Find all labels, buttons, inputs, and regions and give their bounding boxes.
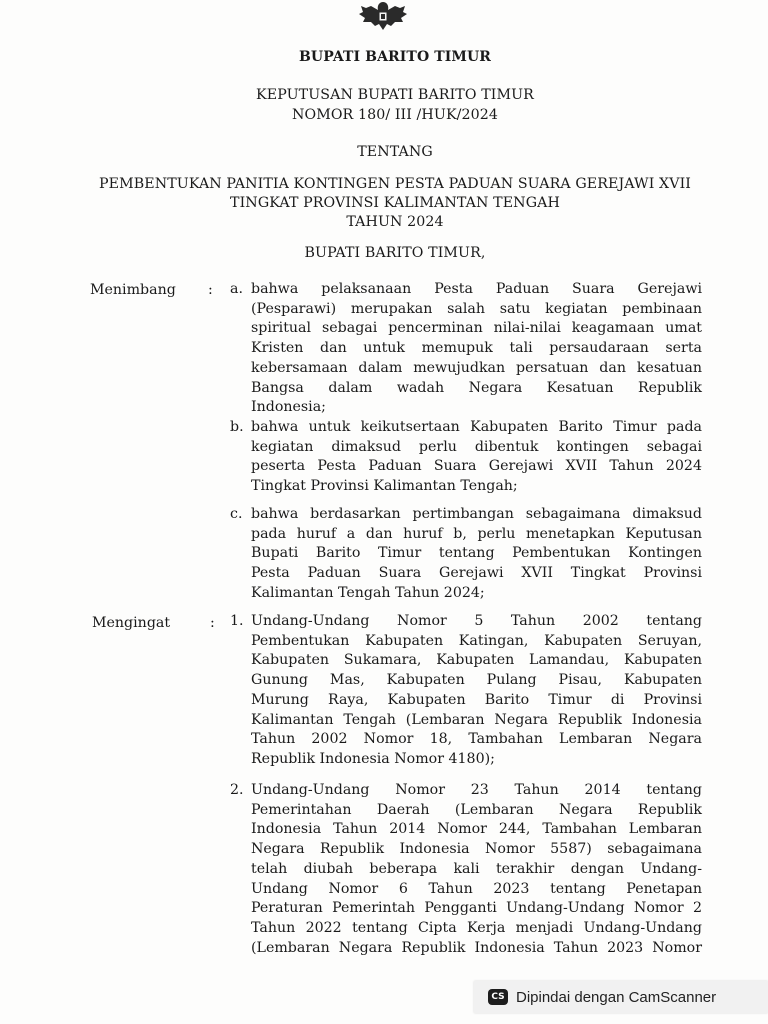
mengingat-paragraph-1 xyxy=(251,612,702,770)
mengingat-paragraph-2 xyxy=(251,781,702,958)
text-line: Undang-Undang Nomor 23 Tahun 2014 tentang xyxy=(251,782,702,798)
text-line: Pemerintahan Daerah (Lembaran Negara Republik xyxy=(251,801,702,818)
text-line: peserta Pesta Paduan Suara Gerejawi XVII Tahun 2024 xyxy=(251,458,702,475)
text-line: bahwa untuk keikutsertaan Kabupaten Barito Timur pada xyxy=(251,419,702,435)
text-line: Republik Indonesia Nomor 4180); xyxy=(251,750,495,767)
menimbang-item-a xyxy=(230,280,702,418)
decree-number: NOMOR 180/ III /HUK/2024 xyxy=(291,107,499,123)
subject-line-2: TINGKAT PROVINSI KALIMANTAN TENGAH xyxy=(230,195,560,211)
menimbang-paragraph-c xyxy=(251,505,702,604)
text-line: Undang-Undang Nomor 5 Tahun 2002 tentang xyxy=(251,613,702,629)
mengingat-item-1 xyxy=(230,612,702,770)
text-line: kebersamaan dalam mewujudkan persatuan dan kesatuan xyxy=(251,359,702,376)
garuda-emblem-icon xyxy=(357,0,409,30)
text-line: Murung Raya, Kabupaten Barito Timur di Provinsi xyxy=(251,691,702,708)
text-line: Tingkat Provinsi Kalimantan Tengah; xyxy=(251,478,518,495)
menimbang-paragraph-b xyxy=(251,418,702,497)
subject-line-1: PEMBENTUKAN PANITIA KONTINGEN PESTA PADUAN SUARA GEREJAWI XVII xyxy=(98,176,691,192)
issuer-line: BUPATI BARITO TIMUR, xyxy=(304,245,486,261)
camscanner-watermark xyxy=(474,981,768,1013)
decree-name: KEPUTUSAN BUPATI BARITO TIMUR xyxy=(256,87,534,103)
menimbang-item-c xyxy=(230,505,702,604)
text-line: (Lembaran Negara Republik Indonesia Tahun 2023 Nomor xyxy=(251,939,702,956)
text-line: Kristen dan untuk memupuk tali persaudaraan serta xyxy=(251,340,702,357)
text-line: kegiatan dimaksud perlu dibentuk kontingen sebagai xyxy=(251,438,702,455)
subject-line-3: TAHUN 2024 xyxy=(346,214,444,230)
text-line: Negara Republik Indonesia Nomor 5587) sebagaimana xyxy=(251,841,702,858)
text-line: pada huruf a dan huruf b, perlu menetapkan Keputusan xyxy=(251,525,702,542)
menimbang-item-b xyxy=(230,418,702,497)
text-line: Bupati Barito Timur tentang Pembentukan Kontingen xyxy=(251,545,702,562)
camscanner-logo-icon: CS xyxy=(488,989,508,1005)
menimbang-label: Menimbang xyxy=(90,282,176,298)
text-line: Gunung Mas, Kabupaten Pulang Pisau, Kabupaten xyxy=(251,672,702,689)
text-line: bahwa pelaksanaan Pesta Paduan Suara Gerejawi xyxy=(251,281,702,297)
mengingat-label: Mengingat xyxy=(92,615,171,631)
text-line: Undang Nomor 6 Tahun 2023 tentang Penetapan xyxy=(251,880,702,897)
list-marker: c. xyxy=(230,506,243,522)
list-marker: 2. xyxy=(230,782,244,798)
text-line: bahwa berdasarkan pertimbangan sebagaimana dimaksud xyxy=(251,506,702,522)
text-line: Pesta Paduan Suara Gerejawi XVII Tingkat Provinsi xyxy=(251,565,702,582)
text-line: Tahun 2002 Nomor 18, Tambahan Lembaran Negara xyxy=(251,731,702,748)
list-marker: b. xyxy=(230,419,244,435)
text-line: spiritual sebagai pencerminan nilai-nilai keagamaan umat xyxy=(251,320,702,337)
text-line: Tahun 2022 tentang Cipta Kerja menjadi Undang-Undang xyxy=(251,919,702,936)
text-line: Bangsa dalam wadah Negara Kesatuan Republik xyxy=(251,379,702,396)
menimbang-colon: : xyxy=(208,282,213,298)
document-issuer-heading: BUPATI BARITO TIMUR xyxy=(298,49,492,65)
text-line: Indonesia; xyxy=(251,399,326,416)
text-line: Peraturan Pemerintah Pengganti Undang-Undang Nomor 2 xyxy=(251,900,702,917)
list-marker: 1. xyxy=(230,613,244,629)
about-heading: TENTANG xyxy=(357,144,433,160)
text-line: Pembentukan Kabupaten Katingan, Kabupaten Seruyan, xyxy=(251,632,702,649)
menimbang-paragraph-a xyxy=(251,280,702,418)
text-line: Indonesia Tahun 2014 Nomor 244, Tambahan Lembaran xyxy=(251,821,702,838)
text-line: Kabupaten Sukamara, Kabupaten Lamandau, Kabupaten xyxy=(251,652,702,669)
camscanner-label: Dipindai dengan CamScanner xyxy=(516,988,717,1006)
text-line: (Pesparawi) merupakan salah satu kegiatan pembinaan xyxy=(251,300,702,317)
mengingat-item-2 xyxy=(230,781,702,958)
mengingat-colon: : xyxy=(210,615,215,631)
list-marker: a. xyxy=(230,281,243,297)
text-line: Kalimantan Tengah (Lembaran Negara Republik Indonesia xyxy=(251,711,702,728)
text-line: Kalimantan Tengah Tahun 2024; xyxy=(251,584,485,601)
text-line: telah diubah beberapa kali terakhir dengan Undang- xyxy=(251,860,702,877)
